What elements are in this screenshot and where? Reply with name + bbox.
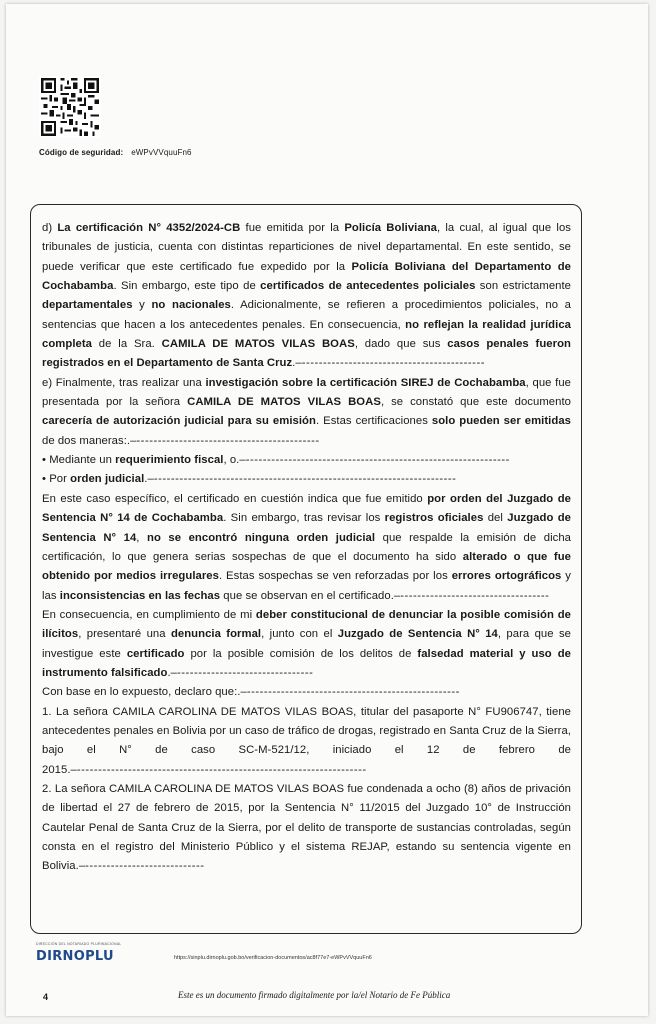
text-run: Con base en lo expuesto, declaro que:.– xyxy=(42,686,247,699)
dash-filler: ---------------------------- xyxy=(85,860,205,873)
bold-text: alterado o que fue obtenido por medios irregulares xyxy=(42,550,571,583)
bold-text: certificados de antecedentes policiales xyxy=(260,280,476,293)
bold-text: La certificación N° 4352/2024-CB xyxy=(57,222,241,234)
logo-text: DIRNOPLU xyxy=(36,949,114,964)
text-run: . Sin embargo, tras revisar los xyxy=(223,512,385,525)
bold-text: Juzgado de Sentencia N° 14 xyxy=(337,628,498,641)
text-run: • Mediante un xyxy=(42,454,116,467)
body-text xyxy=(42,219,571,877)
text-run: 2. La señora CAMILA CAROLINA DE MATOS VILAS BOAS fue condenada a ocho (8) años de privación de libertad el 27 de febrero de 2015, por la Sentencia N° 11/2015 del Juzgado 10° de Instrucción Cautelar Penal de Santa Cruz de la Sierra, por el delito de transporte de sustancias controladas, según consta en el registro del Ministerio Público y el sistema REJAP, estando su sentencia vigente en Bolivia.– xyxy=(42,782,571,873)
text-run: . Sin embargo, este tipo de xyxy=(113,280,261,293)
dash-filler: -------------------------------- xyxy=(176,666,314,679)
dash-filler: ----------------------------------------------------------------------- xyxy=(153,473,457,486)
bold-text: no reflejan la realidad jurídica completa xyxy=(42,318,571,351)
dash-filler: -------------------------------------------------------------- xyxy=(245,454,510,467)
text-run: son estrictamente xyxy=(475,280,572,293)
bold-text: no se encontró ninguna orden judicial xyxy=(147,531,376,544)
text-run: y las xyxy=(42,570,571,602)
document-page xyxy=(6,4,648,1016)
text-run: de dos maneras:.– xyxy=(42,434,137,447)
paragraph xyxy=(42,219,571,374)
bold-text: no nacionales xyxy=(151,299,231,312)
paragraph xyxy=(42,451,571,470)
text-run: , xyxy=(136,531,147,544)
bold-text: casos penales fueron registrados en el Departamento de Santa Cruz xyxy=(42,338,571,370)
text-run: , se constató que este documento xyxy=(380,396,571,409)
text-run: , junto con el xyxy=(261,628,338,641)
verification-url[interactable]: https://sinplu.dirnoplu.gob.bo/verificacion-documentos/ac8f77e7-eWPvVVquuFn6 xyxy=(174,955,372,961)
text-run: que se observan en el certificado.– xyxy=(220,589,401,602)
paragraph xyxy=(42,683,571,702)
bold-text: falsedad material y uso de instrumento falsificado xyxy=(42,647,571,679)
digital-signature-note: Este es un documento firmado digitalmente por la/el Notario de Fe Pública xyxy=(178,990,451,1000)
bold-text: certificado xyxy=(126,647,185,660)
bold-text: carecería de autorización judicial para su emisión xyxy=(42,415,316,428)
text-run: En consecuencia, en cumplimiento de mi xyxy=(42,608,256,621)
security-code xyxy=(39,148,192,157)
bold-text: registros oficiales xyxy=(384,512,484,525)
text-run: y xyxy=(132,299,152,312)
bold-text: investigación sobre la certificación SIREJ de Cochabamba xyxy=(205,376,526,389)
text-run: , dado que sus xyxy=(354,338,448,351)
text-run: , la cual, al igual que los tribunales de justicia, cuenta con distintas reparticiones de nivel departamental. En este sentido, se puede verificar que este certificado fue expedido por la xyxy=(42,222,571,273)
text-run: , para que se investigue este xyxy=(42,628,571,660)
bold-text: requerimiento fiscal xyxy=(115,454,224,467)
bold-text: Juzgado de Sentencia N° 14 xyxy=(42,512,571,544)
text-run: d) xyxy=(42,222,58,234)
paragraph xyxy=(42,780,571,877)
bold-text: Policía Boliviana del Departamento de Cochabamba xyxy=(42,260,571,293)
bold-text: orden judicial xyxy=(70,473,145,486)
text-run: e) Finalmente, tras realizar una xyxy=(42,376,206,389)
text-run: de la Sra. xyxy=(92,338,162,351)
dash-filler: ------------------------------------------- xyxy=(301,357,485,370)
text-run: . Estas sospechas se ven reforzadas por los xyxy=(218,570,452,583)
content-frame xyxy=(30,204,582,934)
dash-filler: -------------------------------------------------- xyxy=(246,686,460,699)
page-number: 4 xyxy=(43,992,49,1002)
paragraph xyxy=(42,470,571,489)
bold-text: departamentales xyxy=(42,299,133,312)
text-run: del xyxy=(483,512,508,525)
bold-text: por orden del Juzgado de Sentencia N° 14 de Cochabamba xyxy=(42,492,571,525)
text-run: , o.– xyxy=(223,454,246,467)
bold-text: deber constitucional de denunciar la posible comisión de ilícitos xyxy=(42,608,572,641)
text-run: . Estas certificaciones xyxy=(315,415,432,428)
text-run: En este caso específico, el certificado en cuestión indica que fue emitido xyxy=(42,492,428,505)
text-run: , que fue presentada por la señora xyxy=(42,376,571,409)
security-code-label: Código de seguridad: xyxy=(39,148,124,157)
bold-text: CAMILA DE MATOS VILAS BOAS xyxy=(187,396,381,409)
dash-filler: ----------------------------------- xyxy=(400,589,550,602)
text-run: .– xyxy=(144,473,154,486)
qr-code-icon xyxy=(39,76,101,138)
text-run: que respalde la emisión de dicha certificación, lo que genera serias sospechas de que el documento ha sido xyxy=(42,531,571,563)
paragraph xyxy=(42,374,571,451)
paragraph xyxy=(42,606,571,683)
bold-text: CAMILA DE MATOS VILAS BOAS xyxy=(161,338,355,351)
dirnoplu-logo xyxy=(36,942,121,965)
security-code-value: eWPvVVquuFn6 xyxy=(131,148,192,157)
bold-text: Policía Boliviana xyxy=(344,222,437,234)
text-run: fue emitida por la xyxy=(240,222,345,234)
text-run: .– xyxy=(167,666,177,679)
dash-filler: -------------------------------------------------------------------- xyxy=(76,763,367,776)
bold-text: solo pueden ser emitidas xyxy=(431,415,571,428)
text-run: . Adicionalmente, se refieren a procedimientos policiales, no a sentencias que hacen a los antecedentes penales. En consecuencia, xyxy=(42,299,572,331)
bold-text: denuncia formal xyxy=(170,628,262,641)
text-run: por la posible comisión de los delitos de xyxy=(184,647,418,660)
paragraph xyxy=(42,490,571,606)
text-run: 1. La señora CAMILA CAROLINA DE MATOS VILAS BOAS, titular del pasaporte N° FU906747, tiene antecedentes penales en Bolivia por un caso de tráfico de drogas, registrado en Santa Cruz de la Sierra, bajo el N° de caso SC-M-521/12, iniciado el 12 de febrero de 2015.– xyxy=(42,705,571,776)
paragraph xyxy=(42,703,571,780)
bold-text: errores ortográficos xyxy=(451,570,562,583)
dash-filler: ------------------------------------------- xyxy=(136,434,320,447)
text-run: • Por xyxy=(42,473,71,486)
bold-text: inconsistencias en las fechas xyxy=(59,589,221,602)
logo-subtitle: DIRECCIÓN DEL NOTARIADO PLURINACIONAL xyxy=(36,942,122,946)
text-run: , presentaré una xyxy=(78,628,171,641)
text-run: .– xyxy=(292,357,302,370)
